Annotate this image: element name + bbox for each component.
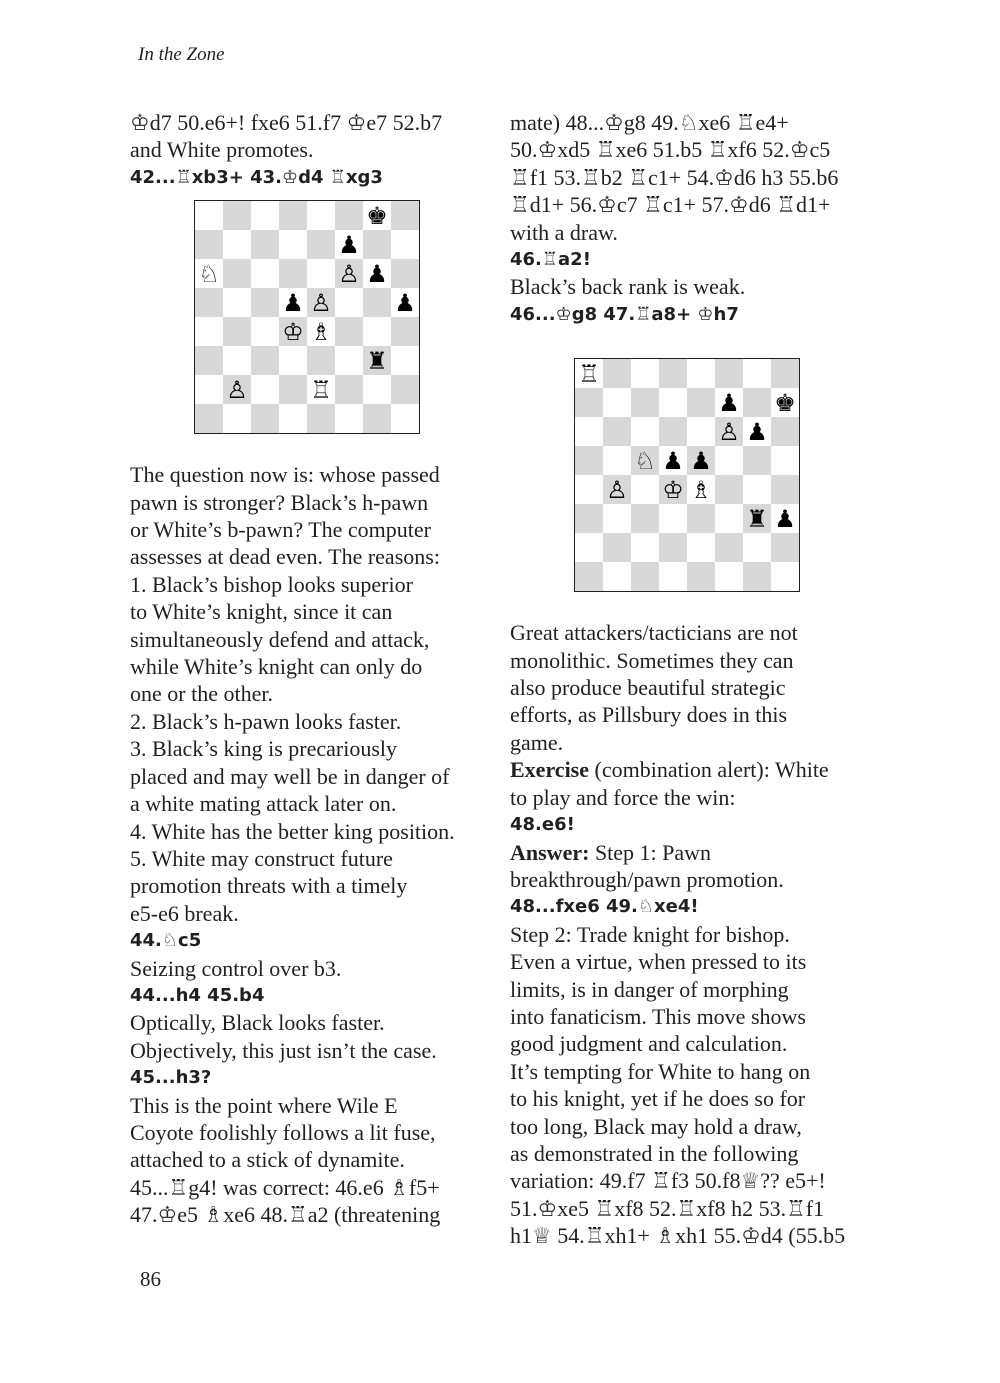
page-number: 86 [140, 1267, 161, 1291]
move-line: 48.e6! [510, 814, 575, 836]
black-pawn-icon: ♟ [394, 288, 416, 317]
exercise-text: (combination alert): White to play and force the win: [510, 757, 829, 810]
black-king-icon: ♚ [774, 388, 796, 417]
board-square [251, 404, 279, 433]
board-square [335, 317, 363, 346]
board-square [391, 404, 419, 433]
board-square [603, 533, 631, 562]
board-square [575, 417, 603, 446]
paragraph: mate) 48...♔g8 49.♘xe6 ♖e4+ 50.♔xd5 ♖xe6 51.b5 ♖xf6 52.♔c5 ♖f1 53.♖b2 ♖c1+ 54.♔d6 h3 55.b6 ♖d1+ 56.♔c7 ♖c1+ 57.♔d6 ♖d1+ with a draw. [510, 110, 839, 245]
move-line: 48...fxe6 49.♘xe4! [510, 896, 699, 918]
board-square [307, 346, 335, 375]
board-square [575, 446, 603, 475]
board-square [195, 346, 223, 375]
move-line: 46.♖a2! [510, 249, 591, 271]
board-square [195, 288, 223, 317]
paragraph: Optically, Black looks faster. Objectively, this just isn’t the case. [130, 1010, 437, 1063]
board-square [195, 230, 223, 259]
board-square [279, 288, 307, 317]
board-square [771, 562, 799, 591]
board-square [603, 475, 631, 504]
board-square [575, 504, 603, 533]
board-square [391, 288, 419, 317]
board-square [771, 359, 799, 388]
paragraph: The question now is: whose passed pawn is stronger? Black’s h-pawn or White’s b-pawn? The computer assesses at dead even. The reasons: 1. Black’s bishop looks superior to White’s knight, since it can simultaneously defend and attack, while White’s knight can only do one or the other. 2. Black’s h-pawn looks faster. 3. Black’s king is precariously placed and may well be in danger of a white mating attack later on. 4. White has the better king position. 5. White may construct future promotion threats with a timely e5-e6 break. [130, 462, 455, 926]
board-square [603, 417, 631, 446]
paragraph: ♔d7 50.e6+! fxe6 51.f7 ♔e7 52.b7 and White promotes. [130, 110, 443, 163]
board-square [335, 259, 363, 288]
board-square [223, 317, 251, 346]
board-square [659, 359, 687, 388]
chess-diagram [194, 200, 420, 434]
board-square [771, 504, 799, 533]
move-line: 45...h3? [130, 1067, 212, 1089]
board-square [575, 533, 603, 562]
board-square [279, 404, 307, 433]
white-knight-icon: ♘ [634, 446, 656, 475]
board-square [659, 417, 687, 446]
board-square [335, 375, 363, 404]
white-bishop-icon: ♗ [310, 317, 332, 346]
board-square [307, 375, 335, 404]
board-square [715, 417, 743, 446]
board-square [335, 346, 363, 375]
board-square [195, 317, 223, 346]
board-square [307, 404, 335, 433]
board-square [279, 317, 307, 346]
board-square [743, 359, 771, 388]
board-square [335, 404, 363, 433]
move-line: 46...♔g8 47.♖a8+ ♔h7 [510, 303, 739, 325]
board-square [391, 346, 419, 375]
board-square [363, 346, 391, 375]
board-square [687, 504, 715, 533]
board-square [279, 346, 307, 375]
board-square [335, 230, 363, 259]
move-line: 42...♖xb3+ 43.♔d4 ♖xg3 [130, 166, 383, 188]
board-square [223, 230, 251, 259]
board-square [715, 359, 743, 388]
board-square [715, 388, 743, 417]
white-bishop-icon: ♗ [690, 475, 712, 504]
board-square [223, 201, 251, 230]
board-square [307, 201, 335, 230]
board-square [223, 404, 251, 433]
board-square [715, 533, 743, 562]
paragraph: This is the point where Wile E Coyote foolishly follows a lit fuse, attached to a stick of dynamite. 45...♖g4! was correct: 46.e6 ♗f5+ 47.♔e5 ♗xe6 48.♖a2 (threatening [130, 1092, 441, 1228]
board-square [659, 504, 687, 533]
board-square [251, 259, 279, 288]
board-square [743, 417, 771, 446]
board-square [743, 388, 771, 417]
board-square [687, 359, 715, 388]
board-square [307, 288, 335, 317]
board-square [223, 375, 251, 404]
board-square [391, 259, 419, 288]
board-square [251, 201, 279, 230]
board-square [223, 288, 251, 317]
paragraph: Seizing control over b3. [130, 955, 342, 981]
board-square [391, 375, 419, 404]
board-square [687, 446, 715, 475]
board-square [575, 475, 603, 504]
board-square [223, 346, 251, 375]
board-square [575, 359, 603, 388]
board-square [307, 259, 335, 288]
black-pawn-icon: ♟ [774, 504, 796, 533]
board-square [743, 475, 771, 504]
answer-paragraph [510, 839, 872, 894]
board-square [335, 288, 363, 317]
board-square [251, 346, 279, 375]
white-king-icon: ♔ [662, 475, 684, 504]
board-square [195, 375, 223, 404]
white-knight-icon: ♘ [198, 259, 220, 288]
board-square [715, 475, 743, 504]
board-square [603, 359, 631, 388]
right-column [510, 109, 872, 1250]
board-square [335, 201, 363, 230]
white-rook-icon: ♖ [578, 359, 600, 388]
board-square [715, 562, 743, 591]
black-rook-icon: ♜ [366, 346, 388, 375]
board-square [307, 317, 335, 346]
board-square [687, 388, 715, 417]
board-square [631, 359, 659, 388]
board-square [743, 446, 771, 475]
black-pawn-icon: ♟ [690, 446, 712, 475]
board-square [575, 388, 603, 417]
white-rook-icon: ♖ [310, 375, 332, 404]
board-square [743, 504, 771, 533]
black-pawn-icon: ♟ [338, 230, 360, 259]
board-square [743, 533, 771, 562]
move-line: 44...h4 45.b4 [130, 984, 265, 1006]
left-column [130, 109, 490, 1229]
board-square [631, 504, 659, 533]
board-square [603, 504, 631, 533]
board-square [771, 417, 799, 446]
white-pawn-icon: ♙ [310, 288, 332, 317]
board-square [251, 317, 279, 346]
black-pawn-icon: ♟ [746, 417, 768, 446]
board-square [631, 446, 659, 475]
exercise-paragraph [510, 756, 872, 811]
board-square [631, 417, 659, 446]
board-square [659, 533, 687, 562]
board-square [771, 446, 799, 475]
board-square [195, 259, 223, 288]
board-square [279, 201, 307, 230]
board-square [279, 230, 307, 259]
board-square [575, 562, 603, 591]
board-square [363, 404, 391, 433]
board-square [307, 230, 335, 259]
board-square [251, 375, 279, 404]
white-king-icon: ♔ [282, 317, 304, 346]
black-king-icon: ♚ [366, 201, 388, 230]
board-square [631, 533, 659, 562]
board-square [363, 201, 391, 230]
board-square [363, 259, 391, 288]
board-square [391, 201, 419, 230]
board-square [603, 388, 631, 417]
board-square [687, 475, 715, 504]
board-square [251, 230, 279, 259]
white-pawn-icon: ♙ [338, 259, 360, 288]
black-pawn-icon: ♟ [718, 388, 740, 417]
board-square [743, 562, 771, 591]
paragraph: Black’s back rank is weak. [510, 274, 746, 300]
board-square [771, 388, 799, 417]
board-square [659, 475, 687, 504]
black-pawn-icon: ♟ [662, 446, 684, 475]
answer-label: Answer: [510, 839, 590, 865]
white-pawn-icon: ♙ [606, 475, 628, 504]
white-pawn-icon: ♙ [226, 375, 248, 404]
board-square [279, 375, 307, 404]
board-square [687, 533, 715, 562]
board-square [363, 317, 391, 346]
chess-diagram [574, 358, 800, 592]
board-square [771, 533, 799, 562]
black-pawn-icon: ♟ [282, 288, 304, 317]
board-square [659, 388, 687, 417]
running-title: In the Zone [138, 44, 225, 65]
board-square [715, 504, 743, 533]
move-line: 44.♘c5 [130, 930, 202, 952]
paragraph: Great attackers/tacticians are not monolithic. Sometimes they can also produce beautiful strategic efforts, as Pillsbury does in this game. [510, 620, 798, 755]
black-rook-icon: ♜ [746, 504, 768, 533]
board-square [223, 259, 251, 288]
board-square [391, 317, 419, 346]
board-square [631, 562, 659, 591]
board-square [659, 562, 687, 591]
board-square [603, 446, 631, 475]
board-square [279, 259, 307, 288]
paragraph: Step 2: Trade knight for bishop. Even a virtue, when pressed to its limits, is in danger of morphing into fanaticism. This move shows good judgment and calculation. It’s tempting for White to hang on to his knight, yet if he does so for too long, Black may hold a draw, as demonstrated in the following variation: 49.f7 ♖f3 50.f8♕?? e5+! 51.♔xe5 ♖xf8 52.♖xf8 h2 53.♖f1 h1♕ 54.♖xh1+ ♗xh1 55.♔d4 (55.b5 [510, 921, 846, 1249]
board-square [631, 475, 659, 504]
board-square [363, 230, 391, 259]
board-square [195, 201, 223, 230]
board-square [771, 475, 799, 504]
board-square [631, 388, 659, 417]
white-pawn-icon: ♙ [718, 417, 740, 446]
board-square [195, 404, 223, 433]
board-square [603, 562, 631, 591]
board-square [687, 417, 715, 446]
black-pawn-icon: ♟ [366, 259, 388, 288]
board-square [363, 375, 391, 404]
board-square [251, 288, 279, 317]
board-square [363, 288, 391, 317]
board-square [715, 446, 743, 475]
answer-text: Step 1: Pawn breakthrough/pawn promotion. [510, 839, 784, 892]
board-square [659, 446, 687, 475]
board-square [391, 230, 419, 259]
board-square [687, 562, 715, 591]
exercise-label: Exercise [510, 757, 590, 783]
